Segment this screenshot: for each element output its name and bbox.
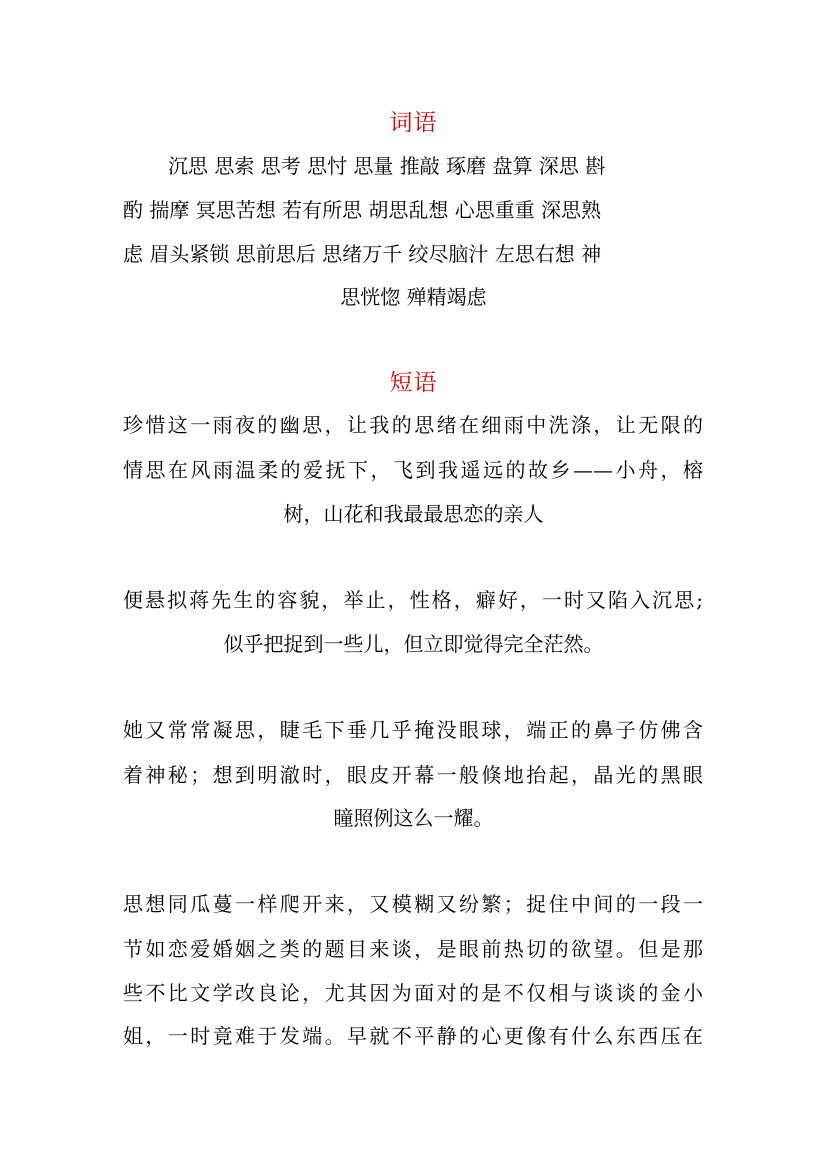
paragraph-line: 瞳照例这么一耀。 <box>333 806 494 830</box>
paragraph-line: 情思在风雨温柔的爱抚下，飞到我遥远的故乡——小舟，榕 <box>123 458 703 482</box>
paragraph-line: 便悬拟蒋先生的容貌，举止，性格，癖好，一时又陷入沉思; <box>123 588 703 612</box>
paragraph-line: 树，山花和我最最思恋的亲人 <box>283 502 544 526</box>
phrases-title: 短语 <box>389 370 438 396</box>
paragraph-line: 似乎把捉到一些儿，但立即觉得完全茫然。 <box>223 632 604 656</box>
paragraph-line: 她又常常凝思，睫毛下垂几乎掩没眼球，端正的鼻子仿佛含 <box>123 718 703 742</box>
vocab-line: 沉思 思索 思考 思忖 思量 推敲 琢磨 盘算 深思 斟 <box>168 154 606 178</box>
paragraph-line: 姐，一时竟难于发端。早就不平静的心更像有什么东西压在 <box>123 1024 703 1048</box>
vocab-line: 虑 眉头紧锁 思前思后 思绪万千 绞尽脑汁 左思右想 神 <box>123 242 602 266</box>
paragraph-line: 着神秘；想到明澈时，眼皮开幕一般倏地抬起，晶光的黑眼 <box>123 763 703 787</box>
paragraph-line: 珍惜这一雨夜的幽思，让我的思绪在细雨中洗涤，让无限的 <box>123 413 703 437</box>
paragraph-line: 思想同瓜蔓一样爬开来，又模糊又纷繁；捉住中间的一段一 <box>123 892 703 916</box>
vocab-line: 思恍惚 殚精竭虑 <box>340 285 487 309</box>
paragraph-line: 些不比文学改良论，尤其因为面对的是不仅相与谈谈的金小 <box>123 981 703 1005</box>
vocab-line: 酌 揣摩 冥思苦想 若有所思 胡思乱想 心思重重 深思熟 <box>123 198 602 222</box>
paragraph-line: 节如恋爱婚姻之类的题目来谈，是眼前热切的欲望。但是那 <box>123 937 703 961</box>
vocab-title: 词语 <box>389 110 438 136</box>
